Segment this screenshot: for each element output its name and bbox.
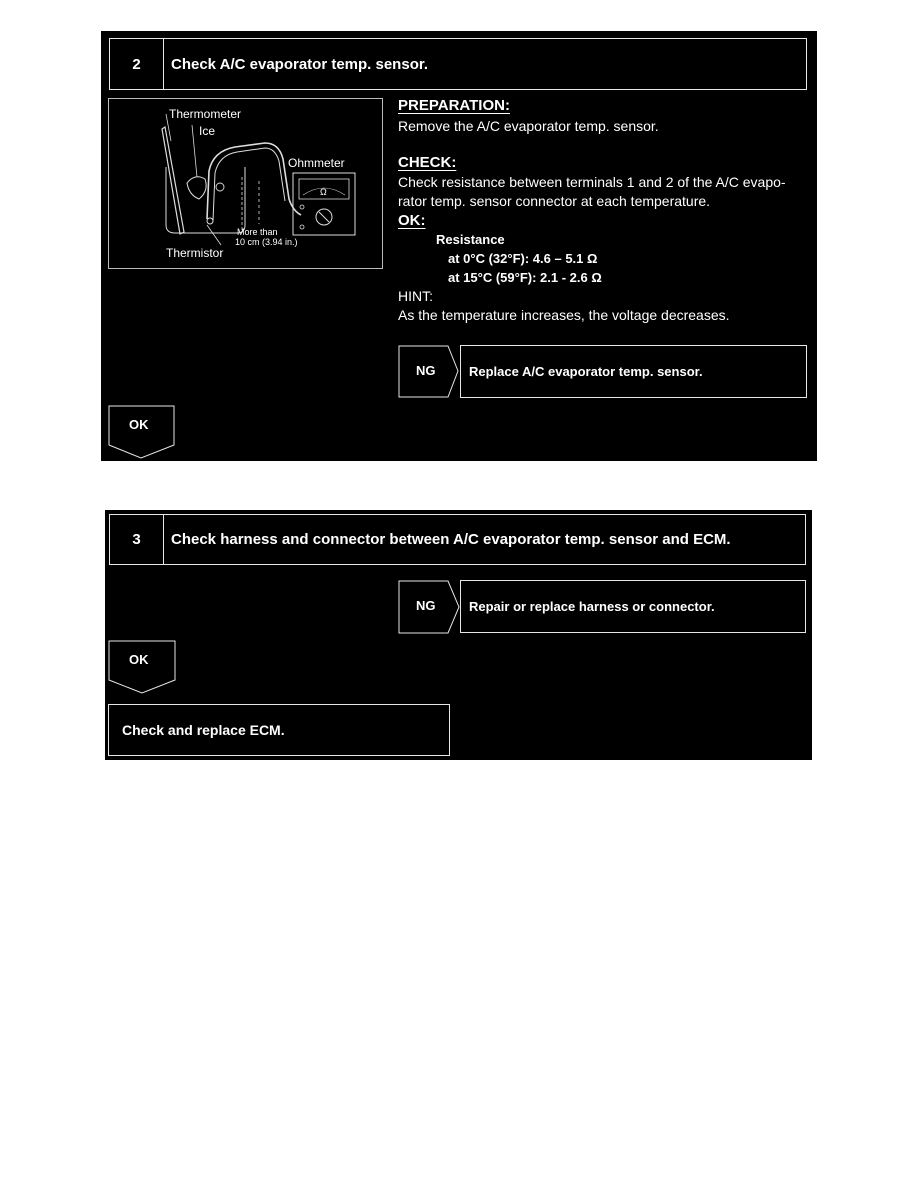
ohmmeter-dial-mark [319, 212, 329, 222]
step-3-title-text: Check harness and connector between A/C evaporator temp. sensor and ECM. [171, 531, 731, 548]
step-3-panel [105, 510, 812, 760]
step-2-ng-action-text: Replace A/C evaporator temp. sensor. [469, 364, 703, 379]
step-3-title [163, 514, 806, 565]
thermometer-shape [162, 127, 184, 234]
step-3-number-text: 3 [132, 531, 141, 548]
distance-label: 10 cm (3.94 in.) [235, 237, 298, 247]
step-2-ok-arrow [108, 405, 175, 459]
bubble [216, 183, 224, 191]
step-2-number [109, 38, 164, 90]
ohmmeter-label: Ohmmeter [288, 156, 345, 170]
step-3-final-action-text: Check and replace ECM. [122, 722, 285, 738]
step-2-panel [101, 31, 817, 461]
ice-cube [187, 177, 206, 199]
step-2-ng-label: NG [416, 363, 436, 378]
sensor-lead [207, 143, 301, 219]
step-2-title [163, 38, 807, 90]
sensor-test-diagram [109, 99, 382, 268]
ohmmeter-terminal-2 [300, 225, 304, 229]
hint-text: As the temperature increases, the voltage decreases. [398, 307, 730, 323]
resistance-spec-2: at 15°C (59°F): 2.1 - 2.6 Ω [448, 270, 602, 285]
step-3-number [109, 514, 164, 565]
check-text-line1: Check resistance between terminals 1 and 2 of the A/C evapo- [398, 174, 786, 190]
step-3-ng-label: NG [416, 598, 436, 613]
ohmmeter-terminal-1 [300, 205, 304, 209]
step-3-final-action [108, 704, 450, 756]
ok-heading: OK: [398, 212, 426, 229]
ohm-symbol: Ω [320, 187, 327, 197]
thermometer-label: Thermometer [169, 107, 242, 121]
thermistor-leader [207, 225, 221, 245]
ice-leader [192, 125, 197, 177]
step-2-ok-label: OK [129, 417, 149, 432]
step-3-ok-arrow [108, 640, 176, 694]
thermistor-tip [207, 218, 213, 224]
hint-heading: HINT: [398, 288, 433, 304]
check-heading: CHECK: [398, 154, 457, 171]
ice-label: Ice [199, 124, 216, 138]
check-text-line2: rator temp. sensor connector at each temperature. [398, 193, 711, 209]
preparation-text: Remove the A/C evaporator temp. sensor. [398, 118, 659, 134]
step-2-title-text: Check A/C evaporator temp. sensor. [171, 55, 429, 73]
step-3-ok-label: OK [129, 652, 149, 667]
resistance-label: Resistance [436, 232, 505, 247]
step-3-ng-action-text: Repair or replace harness or connector. [469, 599, 715, 614]
resistance-spec-1: at 0°C (32°F): 4.6 – 5.1 Ω [448, 251, 598, 266]
step-3-ng-action [460, 580, 806, 633]
more-than-label: More than [237, 227, 278, 237]
thermistor-label: Thermistor [166, 246, 224, 260]
preparation-heading: PREPARATION: [398, 97, 510, 114]
step-2-ng-action [460, 345, 807, 398]
ohmmeter-body [293, 173, 355, 235]
sensor-lead-inner [213, 148, 285, 221]
step-2-number-text: 2 [132, 55, 141, 73]
sensor-test-illustration [108, 98, 383, 269]
